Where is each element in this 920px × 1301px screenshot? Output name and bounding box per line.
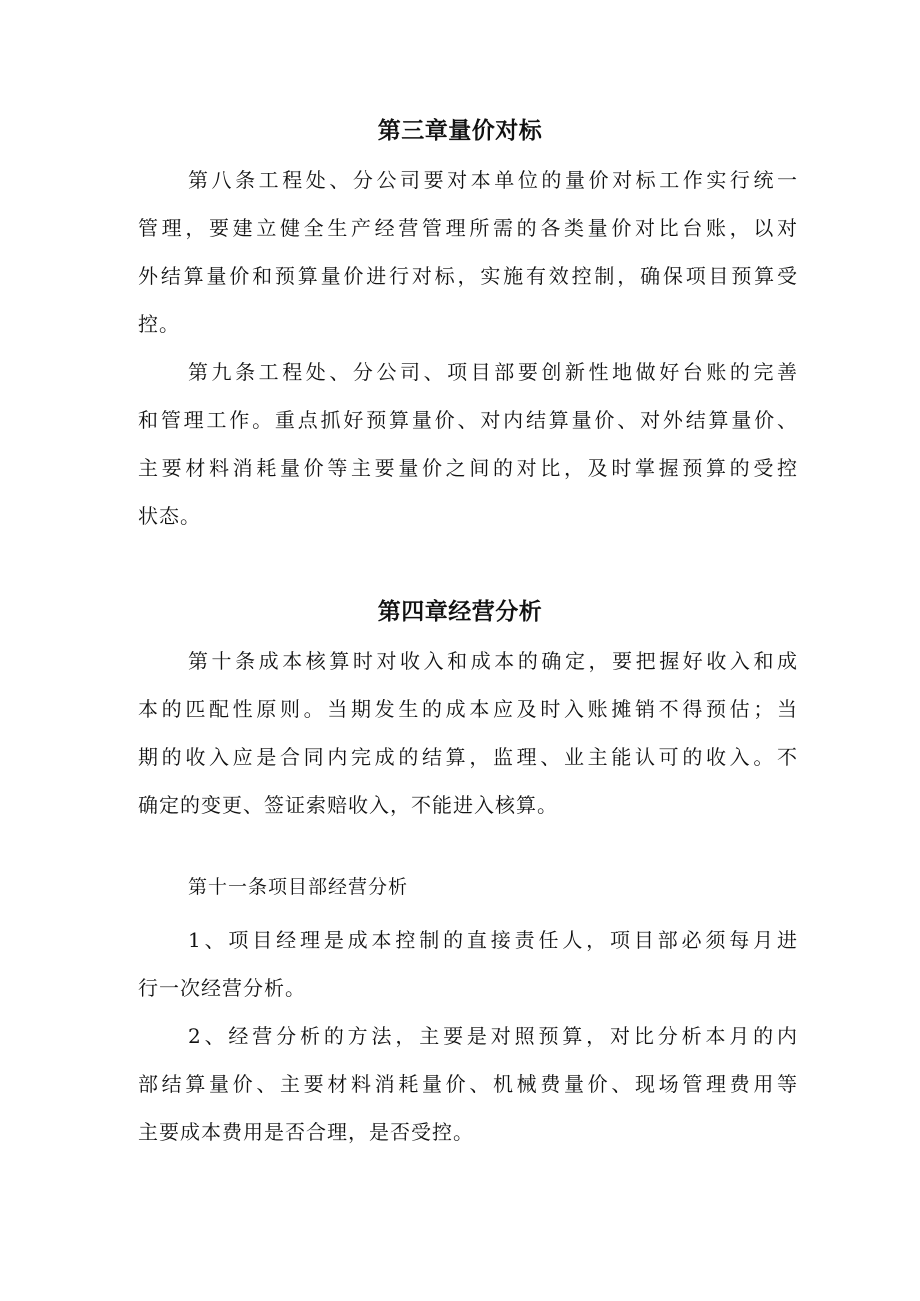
article-11-item-1-line-1: 1、项目经理是成本控制的直接责任人，项目部必须每月进 [188,928,798,952]
article-11-item-1-line-2: 行一次经营分析。 [138,976,306,1000]
chapter-3-title: 第三章量价对标 [377,118,543,144]
article-8-line-3: 外结算量价和预算量价进行对标，实施有效控制，确保项目预算受 [138,264,798,288]
article-10-line-4: 确定的变更、签证索赔收入，不能进入核算。 [138,793,558,817]
article-9-line-4: 状态。 [138,504,201,528]
article-11-item-2-line-1: 2、经营分析的方法，主要是对照预算，对比分析本月的内 [188,1024,798,1048]
chapter-4-title: 第四章经营分析 [377,599,543,625]
article-9-line-1: 第九条工程处、分公司、项目部要创新性地做好台账的完善 [188,360,798,384]
article-11-item-2-line-2: 部结算量价、主要材料消耗量价、机械费量价、现场管理费用等 [138,1072,798,1096]
article-11-item-2-line-3: 主要成本费用是否合理，是否受控。 [138,1120,474,1144]
article-8-line-2: 管理，要建立健全生产经营管理所需的各类量价对比台账，以对 [138,216,798,240]
article-8-line-4: 控。 [138,312,180,336]
article-9-line-3: 主要材料消耗量价等主要量价之间的对比，及时掌握预算的受控 [138,456,798,480]
article-8-line-1: 第八条工程处、分公司要对本单位的量价对标工作实行统一 [188,168,798,192]
article-10-line-2: 本的匹配性原则。当期发生的成本应及时入账摊销不得预估；当 [138,697,798,721]
article-11-title: 第十一条项目部经营分析 [188,876,409,898]
article-9-line-2: 和管理工作。重点抓好预算量价、对内结算量价、对外结算量价、 [138,408,798,432]
article-10-line-1: 第十条成本核算时对收入和成本的确定，要把握好收入和成 [188,649,798,673]
article-10-line-3: 期的收入应是合同内完成的结算，监理、业主能认可的收入。不 [138,745,798,769]
